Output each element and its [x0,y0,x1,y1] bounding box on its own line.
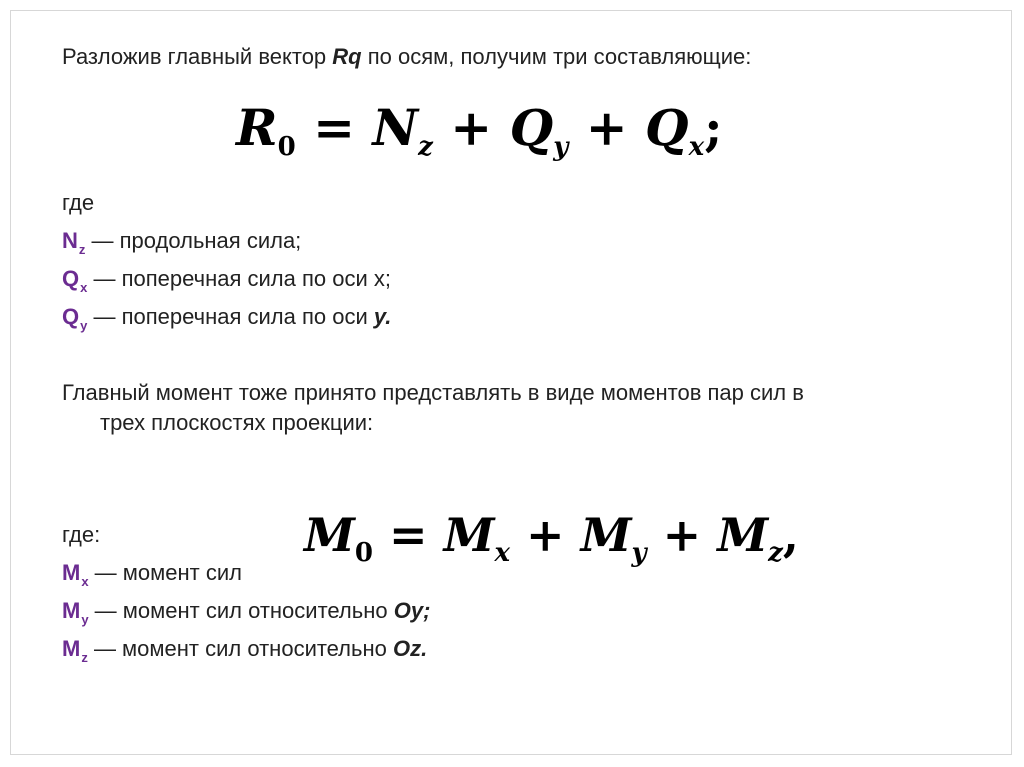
def-text: — поперечная сила по оси [87,304,374,329]
formula1-end: ; [704,98,723,157]
def-subscript: z [81,650,88,665]
formula1-lhs-sub: 0 [277,132,296,162]
def-tail: Oy; [393,598,431,623]
def-tail: y. [373,304,392,329]
def-symbol: M [62,598,81,623]
formula2-t1: M [443,508,495,562]
formula2-lhs-sub: 0 [354,538,374,568]
formula2-eq: = [389,508,428,562]
def-symbol: M [62,636,81,661]
vector-name: Rq [332,44,362,69]
formula2-t3: M [717,508,769,562]
where-label-2: где: [62,522,101,547]
moment-paragraph-line2: трех плоскостях проекции: [100,410,374,435]
formula-resultant-force [236,98,723,162]
def-symbol: Q [62,304,80,329]
formula1-t3-sub: x [688,132,705,162]
definition-row-qy [62,304,391,333]
formula1-plus1: + [450,98,493,157]
formula2-plus2: + [662,508,702,562]
formula2-t2-sub: y [631,538,647,568]
def-symbol: N [62,228,78,253]
formula-resultant-moment [300,508,803,568]
intro-before: Разложив главный вектор [62,44,333,69]
formula1-lhs: R [236,98,278,157]
definition-row-mz [62,636,427,665]
where-label-1: где [62,190,95,215]
def-text: — поперечная сила по оси x; [87,266,391,291]
def-subscript: y [80,318,88,333]
def-subscript: z [78,242,86,257]
formula2-end: , [782,508,799,562]
definition-row-qx [62,266,391,295]
formula2-lhs: M [304,508,355,562]
def-subscript: x [81,574,89,589]
def-text: — продольная сила; [85,228,302,253]
def-text: — момент сил [88,560,242,585]
def-text: — момент сил относительно [88,598,394,623]
formula1-t3: Q [645,98,689,157]
formula1-t1: N [372,98,419,157]
def-symbol: Q [62,266,80,291]
intro-text [62,44,751,70]
formula2-t3-sub: z [768,538,783,568]
def-subscript: x [80,280,88,295]
def-tail: Oz. [392,636,428,661]
formula1-plus2: + [585,98,628,157]
formula2-plus1: + [526,508,565,562]
def-symbol: M [62,560,81,585]
formula2-t1-sub: x [494,538,511,568]
definition-row-my [62,598,430,627]
formula1-t2: Q [509,98,554,157]
formula1-eq: = [313,98,355,157]
def-text: — момент сил относительно [87,636,393,661]
formula1-t2-sub: y [553,132,569,162]
definition-row-nz [62,228,301,257]
def-subscript: y [81,612,89,627]
formula2-t2: M [580,508,632,562]
formula1-t1-sub: z [418,132,433,162]
moment-paragraph-line1: Главный момент тоже принято представлять в виде моментов пар сил в [62,380,804,405]
definition-row-mx [62,560,242,589]
intro-after: по осям, получим три составляющие: [361,44,752,69]
